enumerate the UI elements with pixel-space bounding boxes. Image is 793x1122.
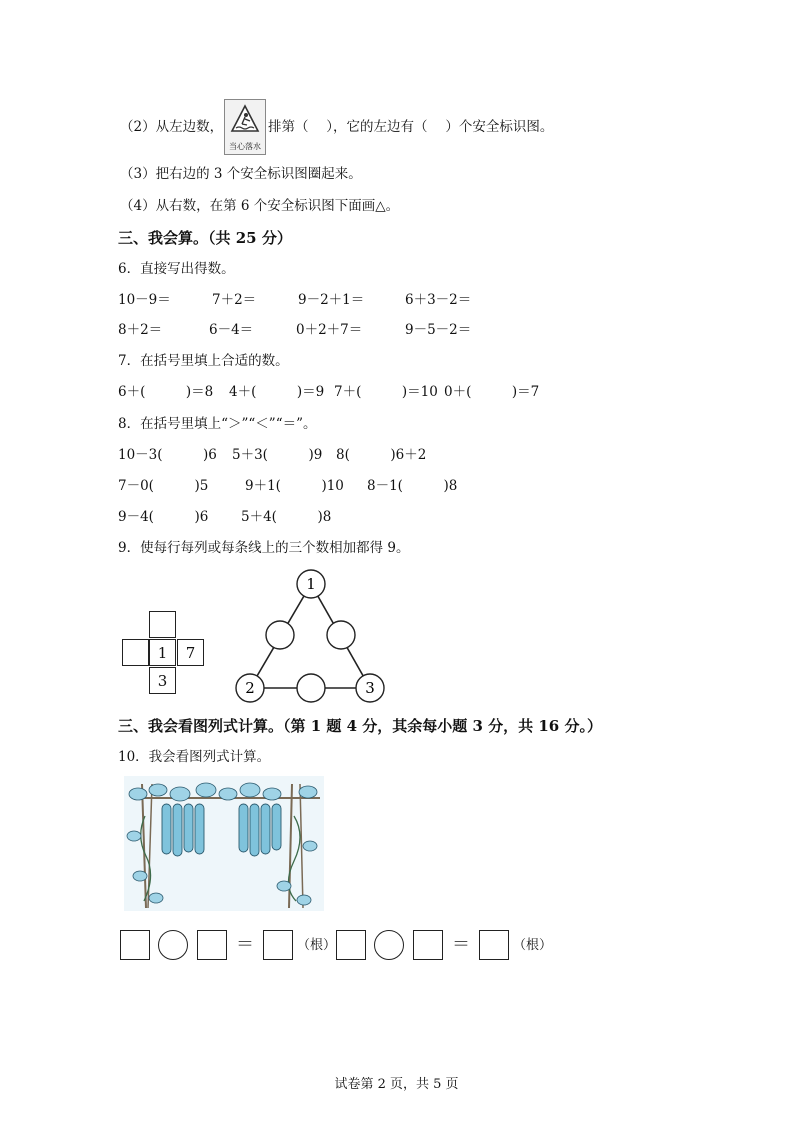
loofah-trellis-picture	[124, 776, 324, 911]
q6-expression: 6－4＝	[209, 322, 254, 338]
grid-cell-left[interactable]	[122, 639, 149, 666]
q8-comparison: 8－1( )8	[367, 478, 458, 494]
question-6-title: 6．直接写出得数。	[118, 261, 235, 277]
triangle-value-bottom-left: 2	[245, 679, 255, 697]
question-2-text-after: 排第（ ），它的左边有（ ）个安全标识图。	[268, 119, 554, 135]
q6-expression: 6＋3－2＝	[405, 292, 472, 308]
answer-box[interactable]	[413, 930, 443, 960]
q8-comparison: 10－3( )6	[118, 447, 217, 463]
q7-expression: 7＋( )＝10	[334, 384, 438, 400]
answer-box[interactable]	[197, 930, 227, 960]
unit-label: （根）	[297, 938, 337, 953]
q8-comparison: 9－4( )6	[118, 509, 209, 525]
sign-caption: 当心落水	[229, 142, 261, 151]
q6-expression: 10－9＝	[118, 292, 171, 308]
q8-comparison: 9＋1( )10	[245, 478, 344, 494]
q8-comparison: 8( )6＋2	[336, 447, 427, 463]
triangle-puzzle	[230, 568, 390, 708]
grid-cell-bottom: 3	[149, 667, 176, 694]
triangle-value-top: 1	[306, 575, 316, 593]
warning-triangle-icon	[230, 104, 260, 134]
safety-sign-image	[224, 99, 266, 155]
q8-comparison: 5＋4( )8	[241, 509, 332, 525]
question-10-title: 10．我会看图列式计算。	[118, 749, 271, 765]
q6-expression: 8＋2＝	[118, 322, 163, 338]
operator-circle[interactable]	[158, 930, 188, 960]
question-4-text: （4）从右数，在第 6 个安全标识图下面画△。	[120, 198, 400, 214]
operator-circle[interactable]	[374, 930, 404, 960]
q8-comparison: 7－0( )5	[118, 478, 209, 494]
equals-sign: ＝	[236, 934, 254, 955]
q6-expression: 7＋2＝	[212, 292, 257, 308]
grid-cell-right: 7	[177, 639, 204, 666]
section-heading-calc: 三、我会算。（共 25 分）	[118, 229, 292, 247]
unit-label: （根）	[513, 938, 553, 953]
question-8-title: 8．在括号里填上“＞”“＜”“＝”。	[118, 416, 317, 432]
page-footer: 试卷第 2 页，共 5 页	[334, 1077, 459, 1092]
q6-expression: 9－5－2＝	[405, 322, 472, 338]
answer-box[interactable]	[120, 930, 150, 960]
question-2-text-before: （2）从左边数，	[120, 119, 224, 135]
question-9-title: 9．使每行每列或每条线上的三个数相加都得 9。	[118, 540, 410, 556]
triangle-node-bottom-mid[interactable]	[297, 674, 325, 702]
question-7-title: 7．在括号里填上合适的数。	[118, 353, 289, 369]
triangle-node-right-mid[interactable]	[327, 621, 355, 649]
q6-expression: 9－2＋1＝	[298, 292, 365, 308]
grid-cell-center: 1	[149, 639, 176, 666]
answer-box[interactable]	[479, 930, 509, 960]
question-3-text: （3）把右边的 3 个安全标识图圈起来。	[120, 166, 362, 182]
q7-expression: 0＋( )＝7	[444, 384, 540, 400]
triangle-node-left-mid[interactable]	[266, 621, 294, 649]
triangle-value-bottom-right: 3	[365, 679, 375, 697]
equals-sign: ＝	[452, 934, 470, 955]
grid-cell-top[interactable]	[149, 611, 176, 638]
q7-expression: 6＋( )＝8	[118, 384, 214, 400]
q7-expression: 4＋( )＝9	[229, 384, 325, 400]
q6-expression: 0＋2＋7＝	[296, 322, 363, 338]
answer-box[interactable]	[263, 930, 293, 960]
q8-comparison: 5＋3( )9	[232, 447, 323, 463]
section-heading-picture-calc: 三、我会看图列式计算。（第 1 题 4 分，其余每小题 3 分，共 16 分。）	[118, 717, 602, 735]
answer-box[interactable]	[336, 930, 366, 960]
